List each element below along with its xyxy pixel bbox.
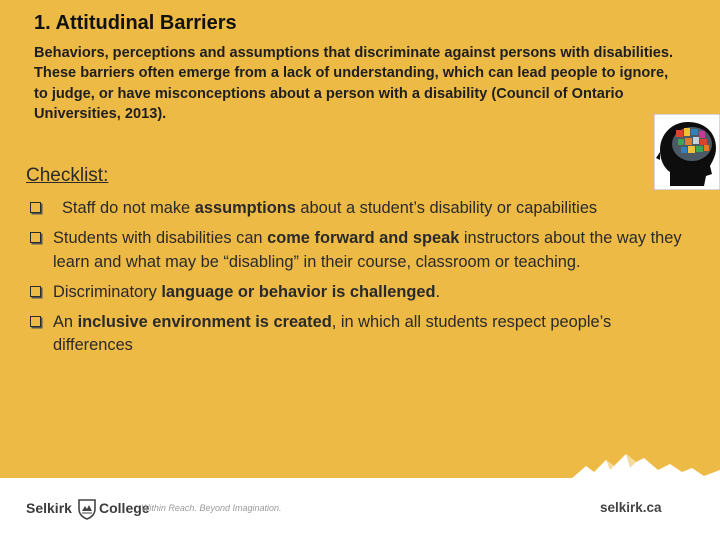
checkbox-icon (30, 316, 41, 327)
checkbox-icon (30, 286, 41, 297)
checklist-item (30, 281, 690, 305)
website-url: selkirk.ca (600, 500, 662, 515)
item-text: Staff do not make (62, 199, 195, 217)
mountain-graphic (570, 448, 720, 478)
checkbox-icon (30, 232, 41, 243)
brain-head-image (654, 114, 720, 190)
slide-title: 1. Attitudinal Barriers (34, 12, 237, 34)
item-text: Students with disabilities can (53, 229, 268, 247)
checklist-item (30, 197, 690, 221)
crest-icon (77, 498, 97, 520)
definition-text: Behaviors, perceptions and assumptions that discriminate against persons with disabilities. These barriers often emerge from a lack of understanding, which can lead people to ignore, to judge, or have misconceptions about a person with a disability (Council of Ontario Universities, 2013). (34, 45, 674, 122)
checklist (30, 197, 690, 364)
item-text: , in which all students respect people’s differences (53, 312, 612, 354)
checkbox-icon (30, 202, 41, 213)
logo-text-left: Selkirk (26, 500, 72, 516)
item-emphasis: assumptions (194, 199, 296, 217)
checklist-item (30, 227, 690, 274)
item-text: . (435, 282, 441, 301)
logo-text-right: College (99, 500, 150, 516)
item-emphasis: language or behavior is challenged (161, 282, 436, 301)
checklist-heading: Checklist: (26, 165, 109, 186)
checklist-item (30, 311, 690, 358)
item-emphasis: inclusive environment is created (77, 312, 332, 331)
item-text: Discriminatory (53, 282, 162, 301)
item-text: about a student’s disability or capabilities (295, 199, 598, 217)
tagline: Within Reach. Beyond Imagination. (141, 503, 282, 513)
item-text: An (53, 312, 78, 331)
footer (0, 478, 720, 540)
item-text: instructors about the way they learn and what may be “disabling” in their course, classroom or teaching. (53, 229, 682, 271)
item-emphasis: come forward and speak (267, 229, 460, 247)
